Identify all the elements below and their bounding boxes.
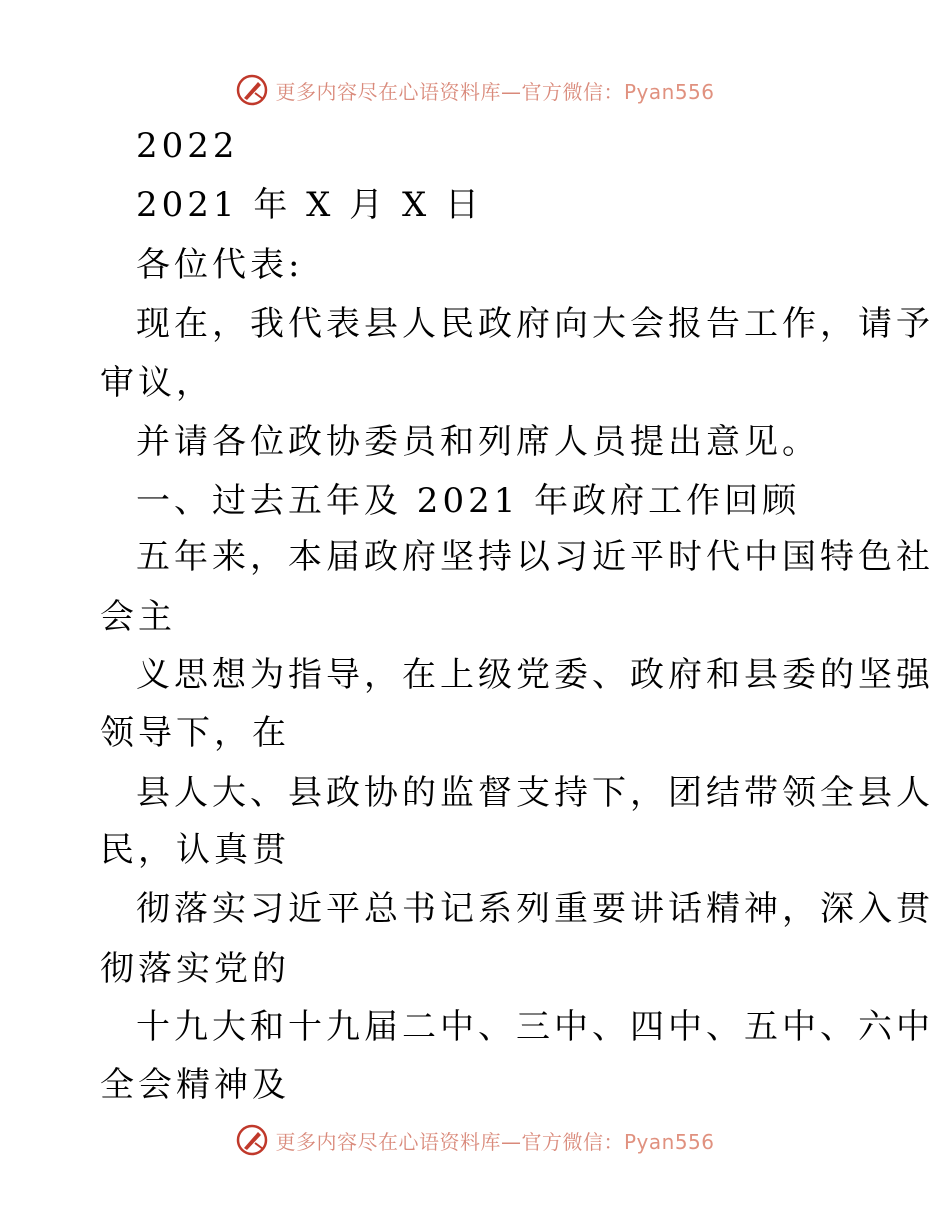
doc-line: 现在，我代表县人民政府向大会报告工作，请予	[136, 304, 934, 344]
doc-line: 审议，	[100, 363, 214, 403]
quill-pen-icon	[235, 73, 269, 107]
header-watermark	[0, 70, 950, 110]
doc-line: 五年来，本届政府坚持以习近平时代中国特色社	[136, 537, 934, 577]
doc-line: 一、过去五年及 2021 年政府工作回顾	[136, 481, 801, 521]
watermark-text: 更多内容尽在心语资料库—官方微信：Pyan556	[275, 1129, 715, 1154]
doc-line: 义思想为指导，在上级党委、政府和县委的坚强	[136, 655, 934, 695]
doc-line: 县人大、县政协的监督支持下，团结带领全县人	[136, 773, 934, 813]
quill-pen-icon	[235, 1123, 269, 1157]
doc-line: 2021 年 X 月 X 日	[136, 185, 483, 225]
doc-line: 十九大和十九届二中、三中、四中、五中、六中	[136, 1007, 934, 1047]
footer-watermark	[0, 1120, 950, 1160]
doc-line: 全会精神及	[100, 1065, 290, 1105]
doc-line: 并请各位政协委员和列席人员提出意见。	[136, 422, 820, 462]
doc-line: 民，认真贯	[100, 830, 290, 870]
doc-line: 会主	[100, 597, 176, 637]
doc-line: 彻落实党的	[100, 949, 290, 989]
doc-line: 各位代表:	[136, 245, 304, 285]
doc-line: 彻落实习近平总书记系列重要讲话精神，深入贯	[136, 889, 934, 929]
watermark-text: 更多内容尽在心语资料库—官方微信：Pyan556	[275, 79, 715, 104]
doc-line: 领导下，在	[100, 713, 290, 753]
doc-line: 2022	[136, 126, 239, 166]
